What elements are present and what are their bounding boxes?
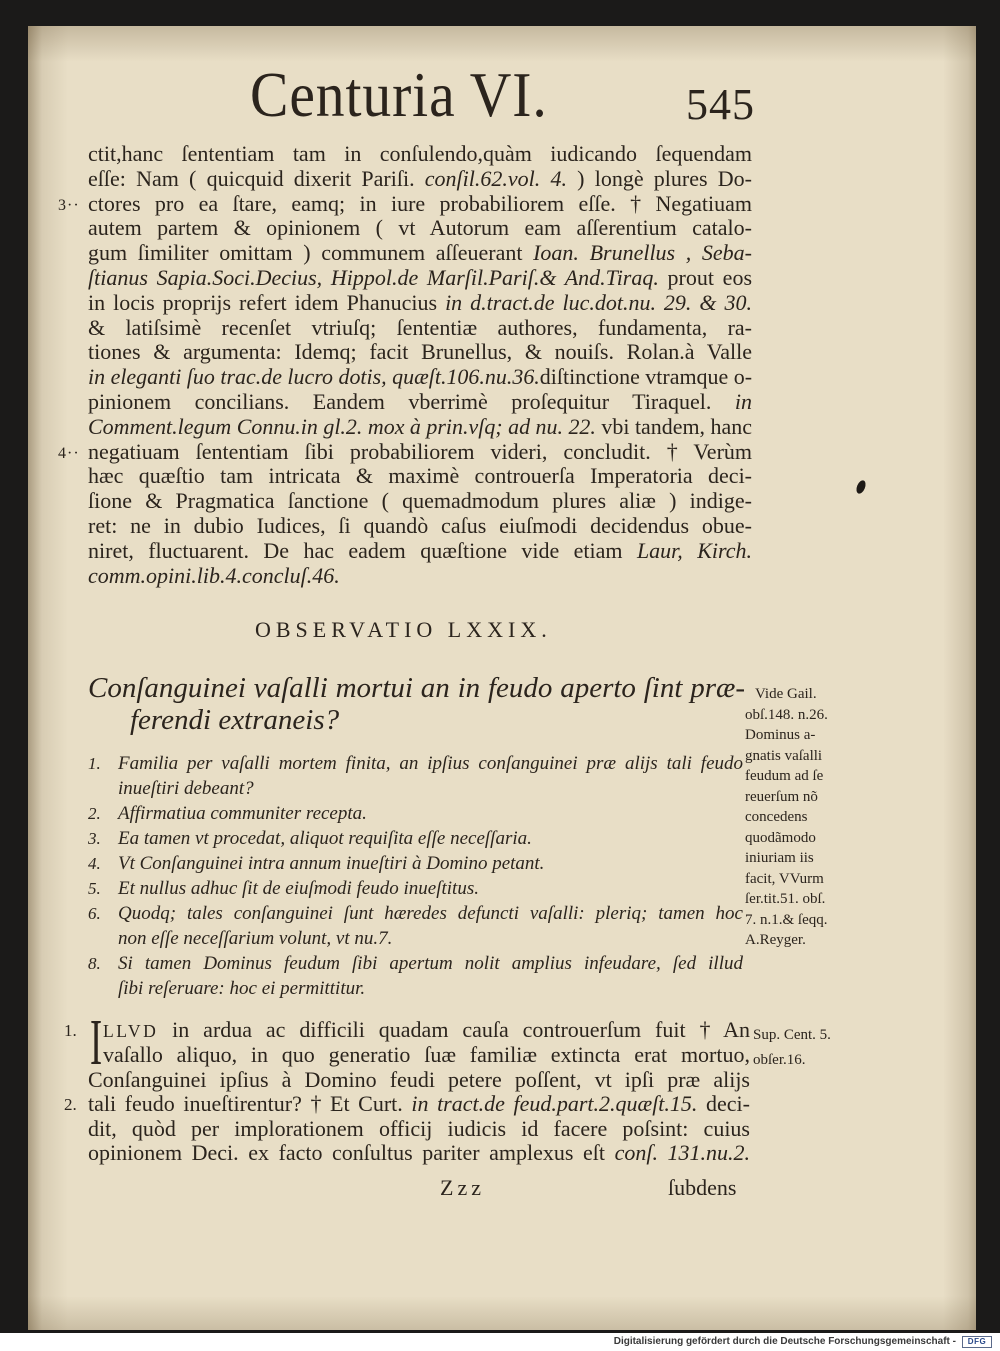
line-box bbox=[745, 766, 857, 787]
body-text-line bbox=[64, 1091, 750, 1117]
summary-line bbox=[88, 801, 743, 826]
line-box bbox=[88, 801, 743, 826]
line-text bbox=[103, 1042, 750, 1067]
text-run: eſſe: Nam ( quicquid dixerit Pariſi. bbox=[88, 165, 425, 191]
main-text-line bbox=[88, 142, 752, 167]
line-text bbox=[745, 891, 825, 907]
text-run: tiones & argumenta: Idemq; facit Brunellus, & nouiſs. Rolan.à Valle bbox=[88, 339, 752, 365]
line-box bbox=[88, 926, 743, 951]
margin-number: 2. bbox=[64, 1095, 77, 1115]
line-box bbox=[88, 365, 751, 390]
line-box bbox=[88, 167, 752, 192]
main-text-line bbox=[88, 241, 752, 266]
dfg-logo: DFG bbox=[962, 1336, 992, 1348]
italic-run: Comment.legum Connu.in gl.2. mox à prin.vſq; ad nu. 22. bbox=[88, 413, 596, 439]
text-run: in ardua ac difficili quadam cauſa controuerſum fuit † An bbox=[158, 1017, 750, 1042]
text-run: inueſtiri debeant? bbox=[118, 778, 254, 799]
line-box bbox=[745, 869, 857, 890]
running-title: Centuria VI. bbox=[250, 59, 548, 130]
body-text-line bbox=[88, 1117, 750, 1141]
line-text bbox=[118, 928, 392, 949]
italic-run: in eleganti ſuo trac.de lucro dotis, quæſt.106.nu.36. bbox=[88, 364, 540, 390]
line-box bbox=[88, 704, 745, 736]
text-run: vbi tandem, hanc bbox=[595, 413, 752, 439]
line-text bbox=[88, 166, 752, 191]
line-text bbox=[745, 830, 816, 846]
italic-run: conſ. 131.nu.2. bbox=[614, 1140, 750, 1166]
body-paragraph bbox=[64, 1006, 831, 1166]
text-run: obſ.148. n.26. bbox=[745, 706, 828, 723]
margin-note-line bbox=[745, 684, 857, 705]
text-run: ) longè plures Do- bbox=[566, 165, 752, 191]
line-box bbox=[88, 1068, 750, 1092]
line-text bbox=[88, 315, 752, 340]
line-box bbox=[88, 751, 743, 776]
margin-note-line bbox=[745, 705, 857, 726]
line-text bbox=[88, 538, 752, 563]
item-number: 3. bbox=[88, 829, 101, 848]
text-run: hæc quæſtio tam intricata & maximè controuerſa Imperatoria deci- bbox=[88, 463, 753, 489]
text-run: ret: ne in dubio Iudices, ſi quandò caſus eiuſmodi decidendus obue- bbox=[88, 512, 752, 538]
text-run: Et nullus adhuc ſit de eiuſmodi feudo inueſtitus. bbox=[118, 878, 479, 899]
line-box bbox=[88, 1018, 750, 1043]
line-text bbox=[88, 364, 752, 389]
line-text bbox=[88, 672, 745, 704]
summary-line bbox=[88, 876, 743, 901]
body-text-line bbox=[88, 1068, 750, 1092]
item-number: 5. bbox=[88, 879, 101, 898]
text-run: ctores pro ea ſtare, eamq; in iure probabiliorem eſſe. † Negatiuam bbox=[88, 190, 752, 216]
margin-notes bbox=[745, 684, 857, 951]
line-box bbox=[88, 340, 752, 365]
margin-note-line bbox=[745, 828, 857, 849]
text-run: Conſanguinei ipſius à Domino feudi petere poſſent, vt ipſi præ alijs bbox=[88, 1066, 750, 1092]
line-box bbox=[88, 1043, 750, 1067]
catchword: ſubdens bbox=[668, 1175, 737, 1200]
margin-number: 4·· bbox=[58, 444, 80, 462]
line-box bbox=[745, 746, 857, 767]
signature-mark: Zzz bbox=[440, 1175, 485, 1200]
line-text bbox=[88, 290, 752, 315]
margin-note-line bbox=[745, 869, 857, 890]
summary-list bbox=[88, 751, 743, 1001]
line-box bbox=[88, 440, 752, 465]
text-run: vaſallo aliquo, in quo generatio ſuæ familiæ extincta erat mortuo, bbox=[103, 1042, 750, 1068]
line-box bbox=[88, 1141, 750, 1165]
line-text bbox=[118, 878, 479, 899]
small-caps-run: LLVD bbox=[103, 1021, 159, 1041]
line-box bbox=[88, 266, 752, 291]
line-text bbox=[88, 1067, 750, 1092]
line-text bbox=[745, 809, 807, 825]
page-number: 545 bbox=[686, 80, 755, 129]
line-text bbox=[745, 789, 818, 805]
line-text bbox=[88, 339, 752, 364]
summary-line bbox=[88, 951, 743, 976]
summary-line bbox=[88, 851, 743, 876]
margin-note-line bbox=[745, 807, 857, 828]
line-text bbox=[118, 853, 544, 874]
line-box bbox=[88, 672, 745, 704]
line-text bbox=[745, 932, 806, 948]
text-run: Affirmatiua communiter recepta. bbox=[118, 803, 367, 824]
funding-notice: Digitalisierung gefördert durch die Deutsche Forschungsgemeinschaft - bbox=[613, 1336, 956, 1347]
line-box bbox=[88, 464, 752, 489]
line-text bbox=[745, 727, 815, 743]
line-box bbox=[745, 828, 857, 849]
line-box bbox=[88, 826, 743, 851]
text-run: deci- bbox=[697, 1091, 750, 1117]
main-text-line bbox=[88, 489, 752, 514]
item-number: 8. bbox=[88, 954, 101, 973]
text-run: facit, VVurm bbox=[745, 870, 824, 887]
line-box bbox=[88, 415, 751, 440]
line-box bbox=[745, 787, 857, 808]
text-run: quodãmodo bbox=[745, 829, 816, 846]
line-box bbox=[745, 705, 857, 726]
line-box bbox=[88, 514, 752, 539]
line-text bbox=[118, 953, 743, 974]
line-text bbox=[88, 488, 752, 513]
text-run: prout eos bbox=[658, 264, 752, 290]
line-box bbox=[745, 889, 857, 910]
text-run: ferendi extraneis? bbox=[130, 704, 340, 736]
text-run: ſione & Pragmatica ſanctione ( quemadmodum plures aliæ ) indige- bbox=[88, 488, 752, 514]
line-box bbox=[88, 564, 752, 589]
line-box bbox=[88, 390, 752, 415]
line-text bbox=[88, 191, 752, 216]
observation-title bbox=[88, 672, 745, 736]
line-text bbox=[88, 1091, 750, 1116]
text-run: & latiſsimè recenſet vtriuſq; ſententiæ authores, fundamenta, ra- bbox=[88, 314, 752, 340]
text-run: 7. n.1.& ſeqq. bbox=[745, 911, 828, 928]
line-box bbox=[88, 192, 752, 217]
line-box bbox=[88, 851, 743, 876]
summary-line bbox=[88, 926, 743, 951]
line-box bbox=[88, 241, 752, 266]
line-text bbox=[745, 912, 828, 928]
line-box bbox=[745, 910, 857, 931]
main-paragraph bbox=[58, 141, 753, 588]
drop-cap: I bbox=[90, 1006, 103, 1079]
margin-note: obſer.16. bbox=[753, 1052, 806, 1069]
italic-run: in tract.de feud.part.2.quæſt.15. bbox=[411, 1091, 698, 1117]
margin-note-line bbox=[745, 910, 857, 931]
line-box bbox=[745, 807, 857, 828]
body-text-line bbox=[88, 1042, 806, 1069]
text-run: non eſſe neceſſarium volunt, vt nu.7. bbox=[118, 928, 393, 949]
line-box bbox=[88, 216, 752, 241]
margin-note-line bbox=[745, 889, 857, 910]
summary-line bbox=[88, 976, 743, 1001]
line-text bbox=[745, 707, 828, 723]
main-text-line bbox=[88, 564, 752, 589]
main-text-line bbox=[88, 291, 752, 316]
italic-run: comm.opini.lib.4.concluſ.46. bbox=[88, 562, 340, 588]
observation-heading: OBSERVATIO LXXIX. bbox=[255, 617, 552, 642]
line-text bbox=[118, 803, 367, 824]
line-text bbox=[745, 850, 814, 866]
text-run: Vt Conſanguinei intra annum inueſtiri à Domino petant. bbox=[118, 853, 545, 874]
summary-line bbox=[88, 826, 743, 851]
margin-note: Sup. Cent. 5. bbox=[753, 1027, 831, 1043]
text-run: iniuriam iis bbox=[745, 850, 814, 866]
line-text bbox=[88, 240, 752, 265]
main-text-line bbox=[88, 167, 752, 192]
line-text bbox=[88, 141, 752, 166]
italic-run: conſil.62.vol. 4. bbox=[424, 165, 567, 191]
main-text-line bbox=[88, 464, 752, 489]
text-run: Ea tamen vt procedat, aliquot requiſita eſſe neceſſaria. bbox=[118, 828, 532, 849]
margin-note-line bbox=[745, 725, 857, 746]
main-text-line bbox=[88, 415, 752, 440]
item-number: 4. bbox=[88, 854, 101, 873]
text-run: ctit,hanc ſententiam tam in conſulendo,quàm iudicando ſequendam bbox=[88, 141, 752, 166]
line-text bbox=[118, 903, 743, 924]
line-text bbox=[118, 778, 254, 799]
main-text-line bbox=[58, 438, 753, 465]
italic-run: in d.tract.de luc.dot.nu. 29. & 30. bbox=[445, 289, 753, 315]
title-line bbox=[88, 704, 745, 736]
italic-run: ſtianus Sapia.Soci.Decius, Hippol.de Marſil.Pariſ.& And.Tiraq. bbox=[88, 264, 659, 290]
text-run: gnatis vaſalli bbox=[745, 747, 823, 764]
summary-line bbox=[88, 776, 743, 801]
text-run: concedens bbox=[745, 809, 808, 825]
text-run: Vide Gail. bbox=[755, 686, 817, 702]
text-run: pinionem concilians. Eandem vberrimè proſequitur Tiraquel. bbox=[88, 388, 735, 414]
summary-line bbox=[88, 751, 743, 776]
italic-run: Ioan. Brunellus , Seba- bbox=[533, 240, 752, 266]
margin-number: 3·· bbox=[58, 196, 80, 214]
text-run: Familia per vaſalli mortem finita, an ipſius conſanguinei præ alijs tali feudo bbox=[118, 753, 743, 774]
text-run: Dominus a- bbox=[745, 727, 816, 743]
item-number: 2. bbox=[88, 804, 101, 823]
margin-note-line bbox=[745, 766, 857, 787]
line-box bbox=[88, 776, 743, 801]
line-text bbox=[130, 704, 339, 736]
line-text bbox=[88, 1116, 750, 1141]
line-box bbox=[88, 316, 752, 341]
title-line bbox=[88, 672, 745, 704]
text-run: feudum ad ſe bbox=[745, 768, 824, 784]
line-box bbox=[88, 489, 752, 514]
line-box bbox=[88, 976, 743, 1001]
line-text bbox=[88, 389, 752, 414]
text-run: tali feudo inueſtirentur? † Et Curt. bbox=[88, 1091, 412, 1117]
main-text-line bbox=[88, 539, 752, 564]
text-run: gum ſimiliter omittam ) communem aſſeuerant bbox=[88, 240, 534, 266]
line-text bbox=[745, 748, 822, 764]
text-run: autem partem & opinionem ( vt Autorum eam aſſerentium catalo- bbox=[88, 215, 752, 241]
margin-number: 1. bbox=[64, 1021, 77, 1040]
line-box bbox=[88, 876, 743, 901]
line-box bbox=[88, 539, 752, 564]
main-text-line bbox=[88, 365, 752, 390]
line-text bbox=[88, 265, 752, 290]
line-text bbox=[755, 686, 817, 702]
main-text-line bbox=[88, 390, 752, 415]
margin-note-line bbox=[745, 930, 857, 951]
text-run: diſtinctione vtramque o- bbox=[539, 364, 753, 390]
line-box bbox=[88, 901, 743, 926]
text-run: niret, fluctuarent. De hac eadem quæſtione vide etiam bbox=[88, 537, 637, 563]
line-text bbox=[103, 1017, 750, 1042]
main-text-line bbox=[58, 190, 752, 217]
line-text bbox=[88, 215, 752, 240]
main-text-line bbox=[88, 316, 752, 341]
line-text bbox=[88, 1140, 750, 1165]
text-run: Conſanguinei vaſalli mortui an in feudo aperto ſint præ- bbox=[88, 672, 745, 704]
text-run: dit, quòd per implorationem officij iudicis id facere poſsint: cuius bbox=[88, 1115, 750, 1141]
text-run: opinionem Deci. ex facto conſultus pariter amplexus eſt bbox=[88, 1140, 615, 1166]
line-box bbox=[745, 848, 857, 869]
line-text bbox=[118, 978, 365, 999]
line-text bbox=[88, 513, 752, 538]
text-run: reuerſum nõ bbox=[745, 788, 818, 805]
body-text-line bbox=[88, 1141, 750, 1165]
item-number: 6. bbox=[88, 904, 101, 923]
text-run: ſer.tit.51. obſ. bbox=[745, 891, 826, 907]
text-run: Quodq; tales conſanguinei ſunt hæredes defuncti vaſalli: pleriq; tamen hoc bbox=[118, 903, 743, 924]
margin-note-line bbox=[745, 746, 857, 767]
summary-line bbox=[88, 901, 743, 926]
line-text bbox=[118, 753, 743, 774]
margin-note-line bbox=[745, 787, 857, 808]
line-text bbox=[88, 463, 752, 488]
italic-run: Laur, Kirch. bbox=[636, 537, 752, 563]
line-text bbox=[745, 871, 824, 887]
line-box bbox=[745, 930, 857, 951]
line-text bbox=[88, 439, 752, 464]
italic-run: in bbox=[734, 388, 752, 414]
line-text bbox=[118, 828, 532, 849]
text-run: A.Reyger. bbox=[745, 932, 806, 948]
line-box bbox=[745, 684, 857, 705]
line-box bbox=[88, 142, 752, 167]
item-number: 1. bbox=[88, 754, 101, 773]
text-run: ſibi reſeruare: hoc ei permittitur. bbox=[118, 978, 366, 999]
main-text-line bbox=[88, 340, 752, 365]
footer-bar bbox=[0, 1333, 1000, 1351]
line-box bbox=[88, 291, 752, 316]
line-text bbox=[745, 768, 823, 784]
main-text-line bbox=[88, 266, 752, 291]
line-text bbox=[88, 563, 340, 588]
line-text bbox=[88, 414, 752, 439]
line-box bbox=[745, 725, 857, 746]
line-box bbox=[88, 1092, 750, 1116]
main-text-line bbox=[88, 216, 752, 241]
line-box bbox=[88, 951, 743, 976]
line-box bbox=[88, 1117, 750, 1141]
text-run: Si tamen Dominus feudum ſibi apertum nolit amplius infeudare, ſed illud bbox=[118, 953, 743, 974]
text-run: negatiuam ſententiam ſibi probabiliorem videri, concludit. † Verùm bbox=[88, 438, 753, 464]
main-text-line bbox=[88, 514, 752, 539]
margin-note-line bbox=[745, 848, 857, 869]
text-run: in locis proprijs refert idem Phanucius bbox=[88, 289, 446, 315]
